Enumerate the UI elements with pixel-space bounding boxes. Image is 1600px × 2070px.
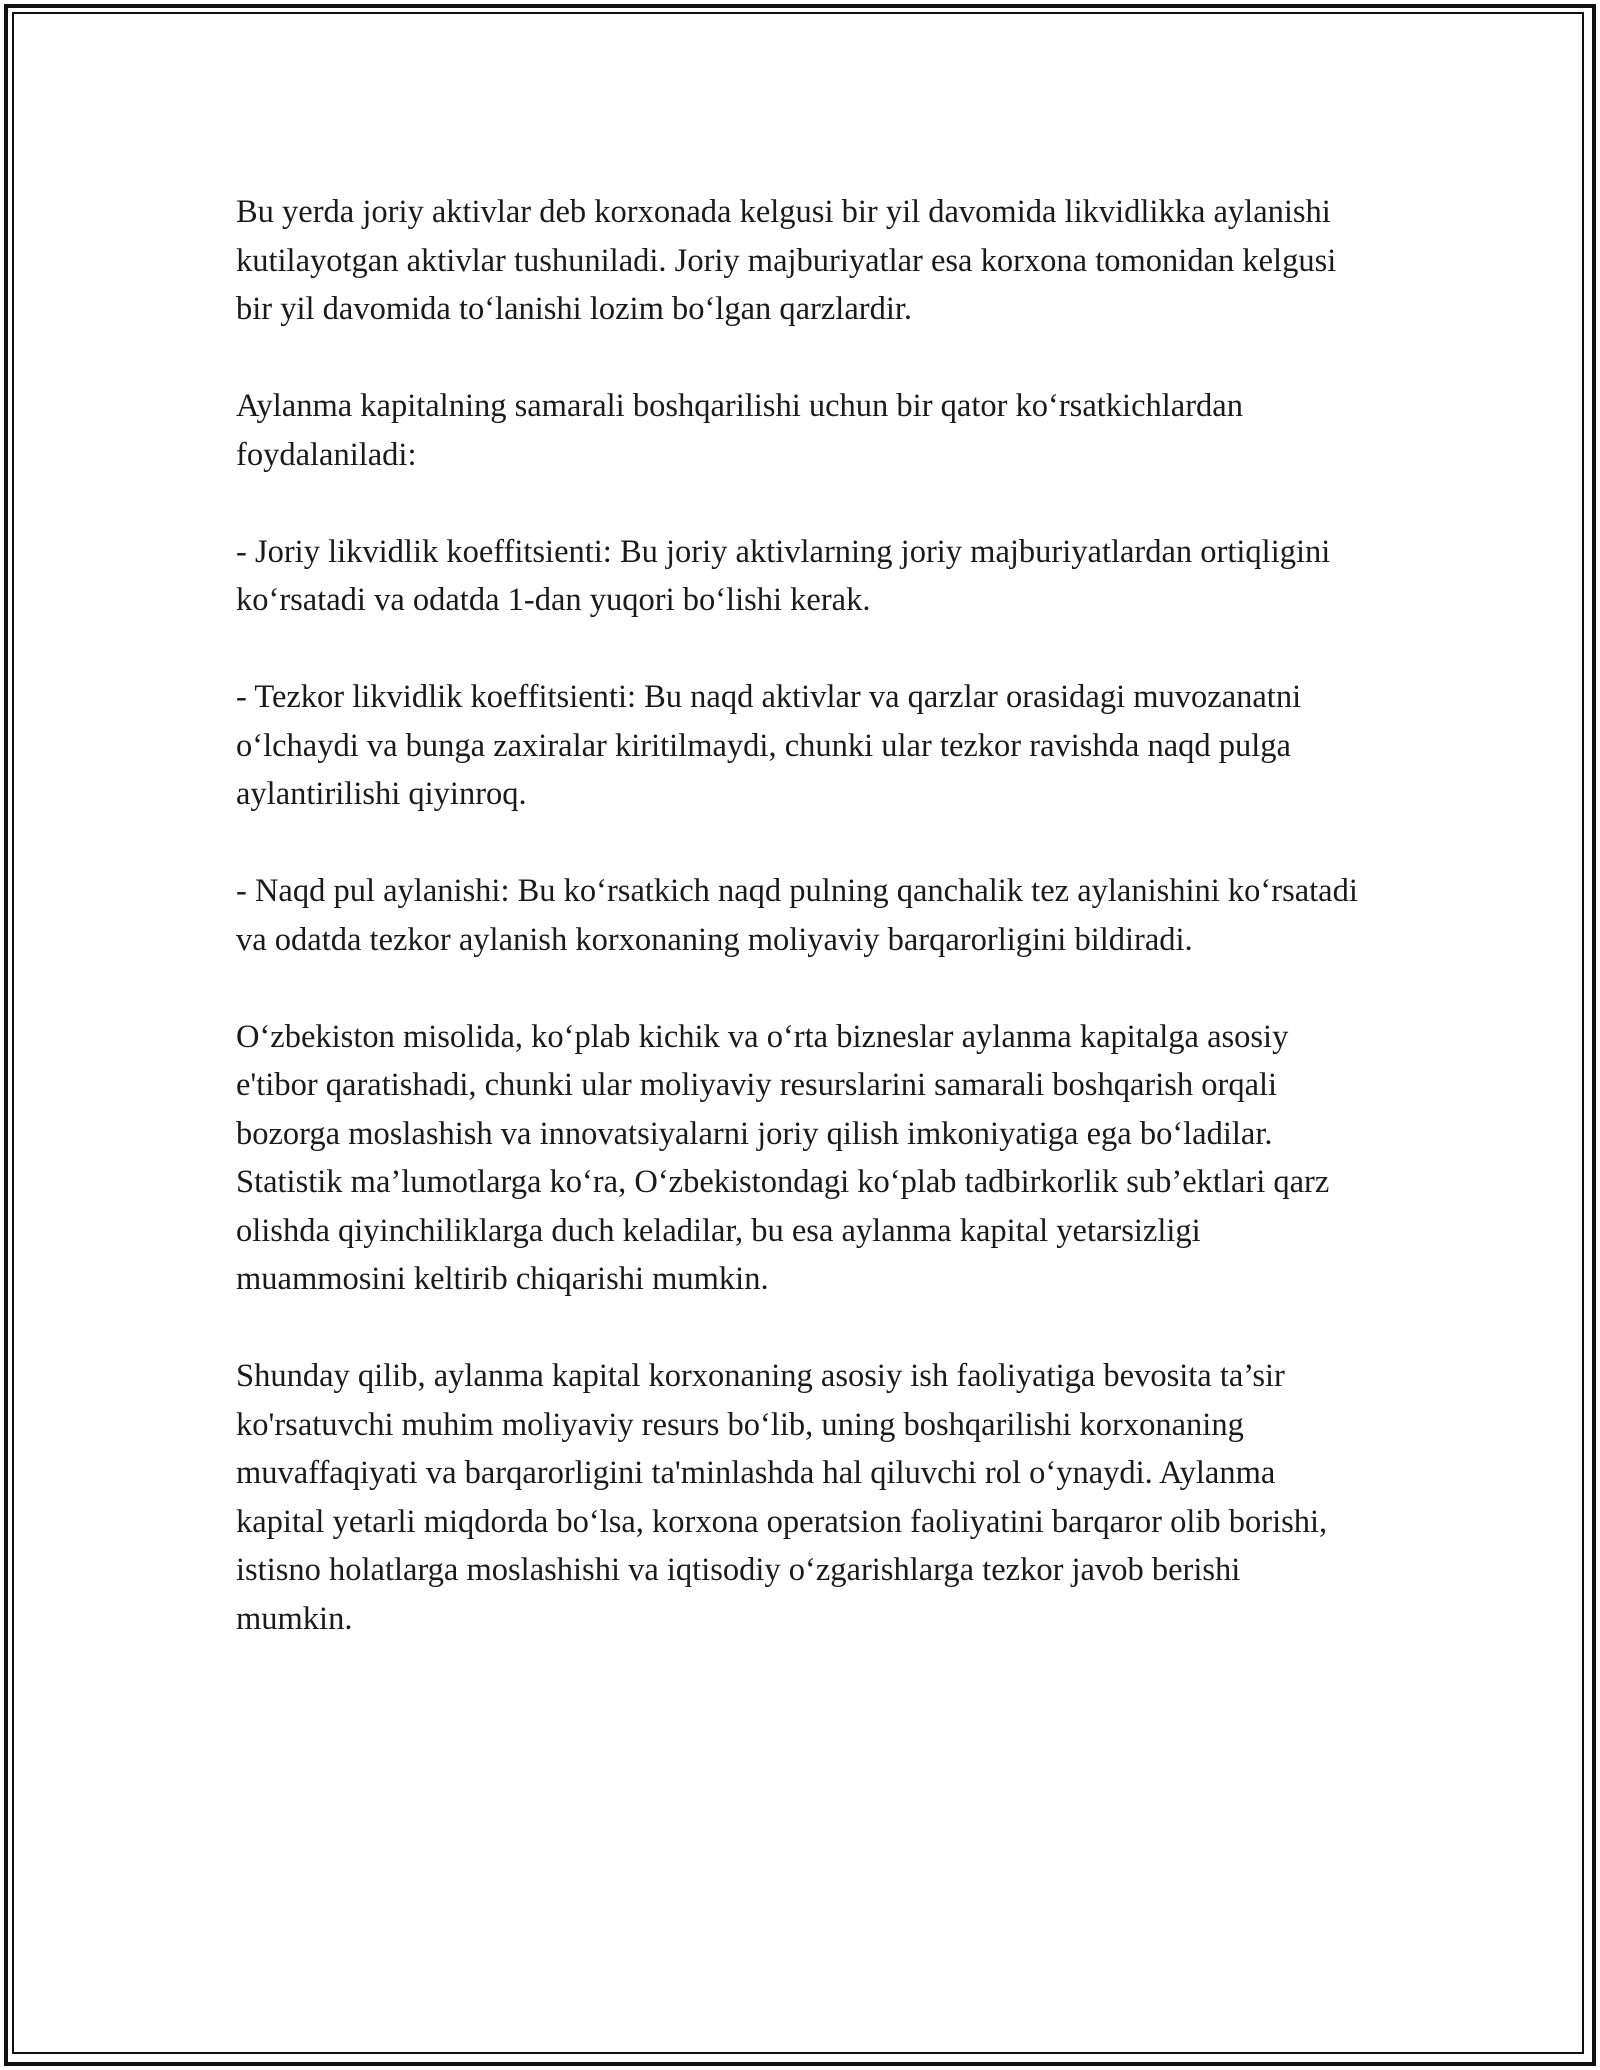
paragraph-cash-turnover: - Naqd pul aylanishi: Bu ko‘rsatkich naqd pulning qanchalik tez aylanishini ko‘rsatadi va odatda tezkor aylanish korxonaning moliyaviy barqarorligini bildiradi.	[236, 873, 1358, 958]
paragraph-conclusion: Shunday qilib, aylanma kapital korxonaning asosiy ish faoliyatiga bevosita ta’sir ko'rsatuvchi muhim moliyaviy resurs bo‘lib, uning boshqarilishi korxonaning muvaffaqiyati va barqarorligini ta'minlashda hal qiluvchi rol o‘ynaydi. Aylanma kapital yetarli miqdorda bo‘lsa, korxona operatsion faoliyatini barqaror olib borishi, istisno holatlarga moslashishi va iqtisodiy o‘zgarishlarga tezkor javob berishi mumkin.	[236, 1358, 1328, 1637]
document-body	[236, 188, 1361, 1692]
paragraph-current-ratio: - Joriy likvidlik koeffitsienti: Bu joriy aktivlarning joriy majburiyatlardan ortiqligini ko‘rsatadi va odatda 1-dan yuqori bo‘lishi kerak.	[236, 533, 1331, 618]
paragraph-uzbekistan-example: O‘zbekiston misolida, ko‘plab kichik va o‘rta bizneslar aylanma kapitalga asosiy e'tibor qaratishadi, chunki ular moliyaviy resurslarini samarali boshqarish orqali bozorga moslashish va innovatsiyalarni joriy qilish imkoniyatiga ega bo‘ladilar. Statistik ma’lumotlarga ko‘ra, O‘zbekistondagi ko‘plab tadbirkorlik sub’ektlari qarz olishda qiyinchiliklarga duch keladilar, bu esa aylanma kapital yetarsizligi muammosini keltirib chiqarishi mumkin.	[236, 1018, 1330, 1297]
paragraph-indicators-intro: Aylanma kapitalning samarali boshqarilishi uchun bir qator ko‘rsatkichlardan foydalaniladi:	[236, 388, 1243, 473]
paragraph-current-assets-definition: Bu yerda joriy aktivlar deb korxonada kelgusi bir yil davomida likvidlikka aylanishi kutilayotgan aktivlar tushuniladi. Joriy majburiyatlar esa korxona tomonidan kelgusi bir yil davomida to‘lanishi lozim bo‘lgan qarzlardir.	[236, 194, 1337, 327]
paragraph-quick-ratio: - Tezkor likvidlik koeffitsienti: Bu naqd aktivlar va qarzlar orasidagi muvozanatni o‘lchaydi va bunga zaxiralar kiritilmaydi, chunki ular tezkor ravishda naqd pulga aylantirilishi qiyinroq.	[236, 679, 1302, 812]
